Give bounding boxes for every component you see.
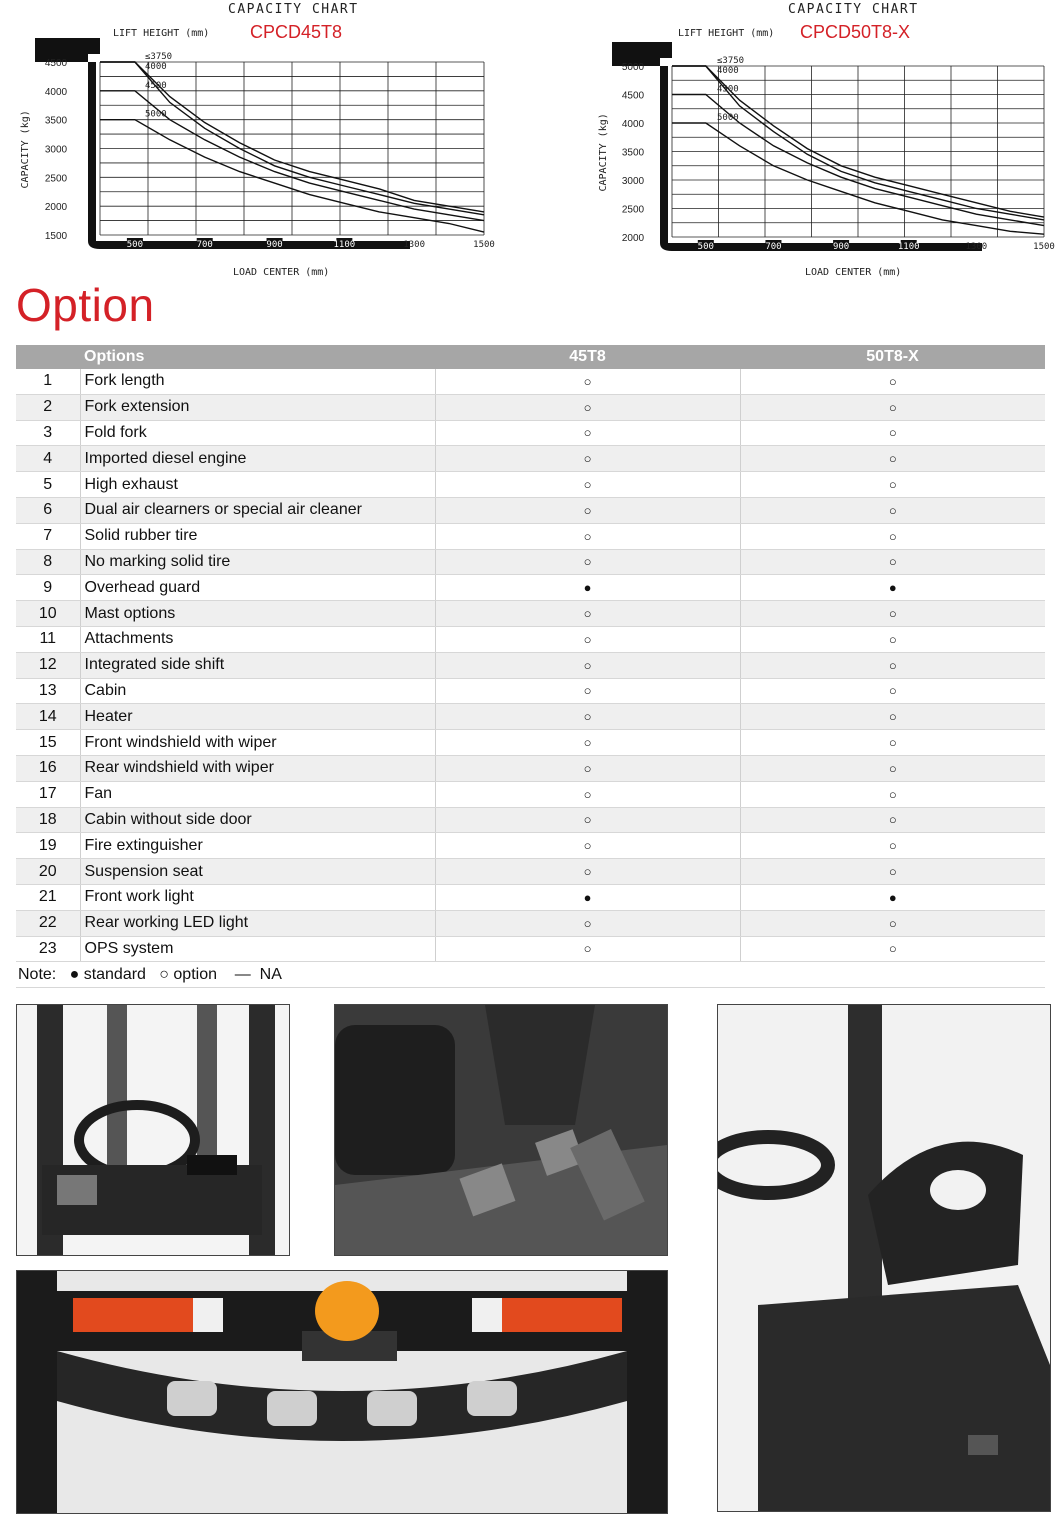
row-number: 4 xyxy=(16,446,80,472)
x-tick-label: 700 xyxy=(196,240,213,250)
y-tick-label: 2000 xyxy=(621,233,645,244)
y-tick-label: 2500 xyxy=(44,173,68,185)
y-tick-label: 2500 xyxy=(621,204,645,216)
row-number: 16 xyxy=(16,755,80,781)
row-mark-45t8: ○ xyxy=(435,369,740,394)
row-mark-45t8: ○ xyxy=(435,601,740,627)
pedals-illustration xyxy=(335,1005,667,1255)
table-row xyxy=(16,601,1045,627)
row-number: 14 xyxy=(16,704,80,730)
x-tick-label: 1300 xyxy=(403,240,426,250)
row-mark-45t8: ○ xyxy=(435,446,740,472)
row-mark-50t8x: ○ xyxy=(740,523,1045,549)
chart-title: CAPACITY CHART xyxy=(228,2,359,17)
row-mark-50t8x: ● xyxy=(740,575,1045,601)
y-tick-label: 4500 xyxy=(44,58,68,69)
table-row xyxy=(16,394,1045,420)
table-row xyxy=(16,549,1045,575)
row-mark-45t8: ● xyxy=(435,575,740,601)
row-mark-45t8: ○ xyxy=(435,704,740,730)
table-row xyxy=(16,730,1045,756)
chart-frame xyxy=(612,42,982,251)
header-num xyxy=(16,345,80,369)
row-number: 20 xyxy=(16,859,80,885)
series-label: 4000 xyxy=(717,66,739,76)
capacity-chart-50t8x xyxy=(560,0,1060,285)
row-mark-50t8x: ● xyxy=(740,884,1045,910)
table-row xyxy=(16,446,1045,472)
lift-height-label: LIFT HEIGHT (mm) xyxy=(113,28,210,39)
x-tick-label: 1300 xyxy=(965,242,988,252)
x-tick-label: 500 xyxy=(126,240,144,250)
row-number: 23 xyxy=(16,936,80,962)
table-row xyxy=(16,781,1045,807)
photo-overhead-guard-lights xyxy=(16,1270,668,1514)
table-row xyxy=(16,575,1045,601)
row-mark-45t8: ○ xyxy=(435,394,740,420)
row-option-name: Dual air clearners or special air cleaner xyxy=(80,497,435,523)
y-axis-label: CAPACITY (kg) xyxy=(20,110,31,189)
chart-frame xyxy=(35,38,410,249)
row-option-name: Front windshield with wiper xyxy=(80,730,435,756)
row-mark-50t8x: ○ xyxy=(740,807,1045,833)
row-number: 10 xyxy=(16,601,80,627)
row-mark-45t8: ○ xyxy=(435,755,740,781)
row-number: 1 xyxy=(16,369,80,394)
header-col-50t8x: 50T8-X xyxy=(740,345,1045,369)
row-mark-45t8: ○ xyxy=(435,936,740,962)
series-label: 4000 xyxy=(145,62,167,72)
row-mark-45t8: ○ xyxy=(435,730,740,756)
row-option-name: Fold fork xyxy=(80,420,435,446)
chart-svg-50t8x xyxy=(560,0,1060,285)
row-number: 2 xyxy=(16,394,80,420)
options-table-body xyxy=(16,369,1045,988)
row-number: 6 xyxy=(16,497,80,523)
row-mark-45t8: ○ xyxy=(435,549,740,575)
row-mark-45t8: ○ xyxy=(435,420,740,446)
table-row xyxy=(16,755,1045,781)
capacity-chart-45t8 xyxy=(0,0,520,285)
row-option-name: High exhaust xyxy=(80,472,435,498)
row-option-name: OPS system xyxy=(80,936,435,962)
table-row xyxy=(16,678,1045,704)
row-number: 15 xyxy=(16,730,80,756)
row-mark-45t8: ○ xyxy=(435,472,740,498)
row-option-name: Solid rubber tire xyxy=(80,523,435,549)
row-mark-45t8: ○ xyxy=(435,523,740,549)
header-options: Options xyxy=(80,345,435,369)
options-table xyxy=(16,345,1045,988)
x-tick-label: 1100 xyxy=(333,240,356,250)
row-option-name: Heater xyxy=(80,704,435,730)
row-mark-50t8x: ○ xyxy=(740,755,1045,781)
row-option-name: Fork extension xyxy=(80,394,435,420)
row-option-name: Overhead guard xyxy=(80,575,435,601)
table-row xyxy=(16,420,1045,446)
series-label: ≤3750 xyxy=(717,56,745,66)
series-label: 4500 xyxy=(145,80,167,91)
row-mark-45t8: ○ xyxy=(435,678,740,704)
row-mark-50t8x: ○ xyxy=(740,678,1045,704)
row-mark-50t8x: ○ xyxy=(740,652,1045,678)
x-tick-label: 900 xyxy=(266,240,283,250)
y-tick-label: 1500 xyxy=(44,231,68,242)
row-option-name: Cabin without side door xyxy=(80,807,435,833)
table-row xyxy=(16,369,1045,394)
row-option-name: No marking solid tire xyxy=(80,549,435,575)
row-mark-50t8x: ○ xyxy=(740,704,1045,730)
row-number: 19 xyxy=(16,833,80,859)
row-mark-45t8: ○ xyxy=(435,807,740,833)
row-mark-50t8x: ○ xyxy=(740,626,1045,652)
row-mark-45t8: ○ xyxy=(435,833,740,859)
row-option-name: Attachments xyxy=(80,626,435,652)
table-row xyxy=(16,859,1045,885)
row-option-name: Mast options xyxy=(80,601,435,627)
row-mark-50t8x: ○ xyxy=(740,420,1045,446)
table-row xyxy=(16,523,1045,549)
row-mark-50t8x: ○ xyxy=(740,446,1045,472)
table-row xyxy=(16,704,1045,730)
legend-note-row xyxy=(16,962,1045,988)
row-mark-45t8: ● xyxy=(435,884,740,910)
x-tick-label: 500 xyxy=(697,242,714,252)
chart-model: CPCD45T8 xyxy=(250,22,343,42)
row-number: 11 xyxy=(16,626,80,652)
x-tick-label: 1100 xyxy=(897,242,920,252)
row-number: 12 xyxy=(16,652,80,678)
row-mark-50t8x: ○ xyxy=(740,497,1045,523)
y-tick-label: 2000 xyxy=(44,202,68,214)
row-mark-50t8x: ○ xyxy=(740,730,1045,756)
row-option-name: Rear working LED light xyxy=(80,910,435,936)
row-number: 21 xyxy=(16,884,80,910)
cockpit-illustration xyxy=(17,1005,289,1255)
row-number: 3 xyxy=(16,420,80,446)
row-number: 9 xyxy=(16,575,80,601)
y-tick-label: 3500 xyxy=(621,147,645,159)
row-option-name: Integrated side shift xyxy=(80,652,435,678)
y-tick-label: 4000 xyxy=(44,86,68,98)
series-label: 5000 xyxy=(145,109,167,120)
chart-title: CAPACITY CHART xyxy=(788,2,919,17)
row-option-name: Suspension seat xyxy=(80,859,435,885)
row-mark-50t8x: ○ xyxy=(740,369,1045,394)
row-number: 7 xyxy=(16,523,80,549)
y-tick-label: 4000 xyxy=(621,119,645,130)
row-option-name: Fan xyxy=(80,781,435,807)
chart-svg-45t8 xyxy=(0,0,520,285)
row-number: 22 xyxy=(16,910,80,936)
table-header-row xyxy=(16,345,1045,369)
row-mark-45t8: ○ xyxy=(435,626,740,652)
x-tick-label: 1500 xyxy=(1033,242,1055,252)
row-mark-50t8x: ○ xyxy=(740,936,1045,962)
table-row xyxy=(16,833,1045,859)
x-tick-label: 700 xyxy=(765,242,782,252)
y-tick-label: 5000 xyxy=(621,62,645,73)
overhead-guard-illustration xyxy=(17,1271,667,1513)
row-mark-50t8x: ○ xyxy=(740,394,1045,420)
row-mark-50t8x: ○ xyxy=(740,910,1045,936)
legend-note: Note: ● standard ○ option — NA xyxy=(16,962,1045,988)
row-number: 18 xyxy=(16,807,80,833)
x-tick-label: 900 xyxy=(832,242,850,252)
row-option-name: Rear windshield with wiper xyxy=(80,755,435,781)
y-tick-label: 3000 xyxy=(44,144,68,156)
seat-illustration xyxy=(718,1005,1050,1511)
series-label: 4500 xyxy=(717,84,739,95)
row-mark-45t8: ○ xyxy=(435,910,740,936)
x-axis-label: LOAD CENTER (mm) xyxy=(233,267,330,278)
row-mark-50t8x: ○ xyxy=(740,781,1045,807)
row-mark-45t8: ○ xyxy=(435,781,740,807)
row-number: 8 xyxy=(16,549,80,575)
row-option-name: Fork length xyxy=(80,369,435,394)
row-mark-45t8: ○ xyxy=(435,497,740,523)
chart-model: CPCD50T8-X xyxy=(800,22,911,42)
section-title-option: Option xyxy=(16,279,155,331)
row-mark-50t8x: ○ xyxy=(740,549,1045,575)
row-mark-45t8: ○ xyxy=(435,859,740,885)
series-label: 5000 xyxy=(717,113,739,123)
photo-operator-cockpit xyxy=(16,1004,290,1256)
table-row xyxy=(16,910,1045,936)
row-mark-50t8x: ○ xyxy=(740,472,1045,498)
row-number: 13 xyxy=(16,678,80,704)
x-axis-label: LOAD CENTER (mm) xyxy=(805,267,902,278)
y-tick-label: 3500 xyxy=(44,115,68,127)
photo-pedals xyxy=(334,1004,668,1256)
y-tick-label: 3000 xyxy=(621,176,645,187)
y-tick-label: 4500 xyxy=(621,90,645,102)
row-option-name: Front work light xyxy=(80,884,435,910)
row-number: 5 xyxy=(16,472,80,498)
header-col-45t8: 45T8 xyxy=(435,345,740,369)
table-row xyxy=(16,884,1045,910)
table-row xyxy=(16,497,1045,523)
row-number: 17 xyxy=(16,781,80,807)
table-row xyxy=(16,807,1045,833)
table-row xyxy=(16,626,1045,652)
row-mark-50t8x: ○ xyxy=(740,601,1045,627)
table-row xyxy=(16,936,1045,962)
table-row xyxy=(16,472,1045,498)
row-mark-50t8x: ○ xyxy=(740,859,1045,885)
lift-height-label: LIFT HEIGHT (mm) xyxy=(678,28,775,39)
series-label: ≤3750 xyxy=(145,52,173,62)
row-mark-50t8x: ○ xyxy=(740,833,1045,859)
x-tick-label: 1500 xyxy=(473,240,495,250)
row-option-name: Fire extinguisher xyxy=(80,833,435,859)
table-row xyxy=(16,652,1045,678)
row-option-name: Cabin xyxy=(80,678,435,704)
row-mark-45t8: ○ xyxy=(435,652,740,678)
y-axis-label: CAPACITY (kg) xyxy=(598,113,609,192)
row-option-name: Imported diesel engine xyxy=(80,446,435,472)
photo-suspension-seat xyxy=(717,1004,1051,1512)
